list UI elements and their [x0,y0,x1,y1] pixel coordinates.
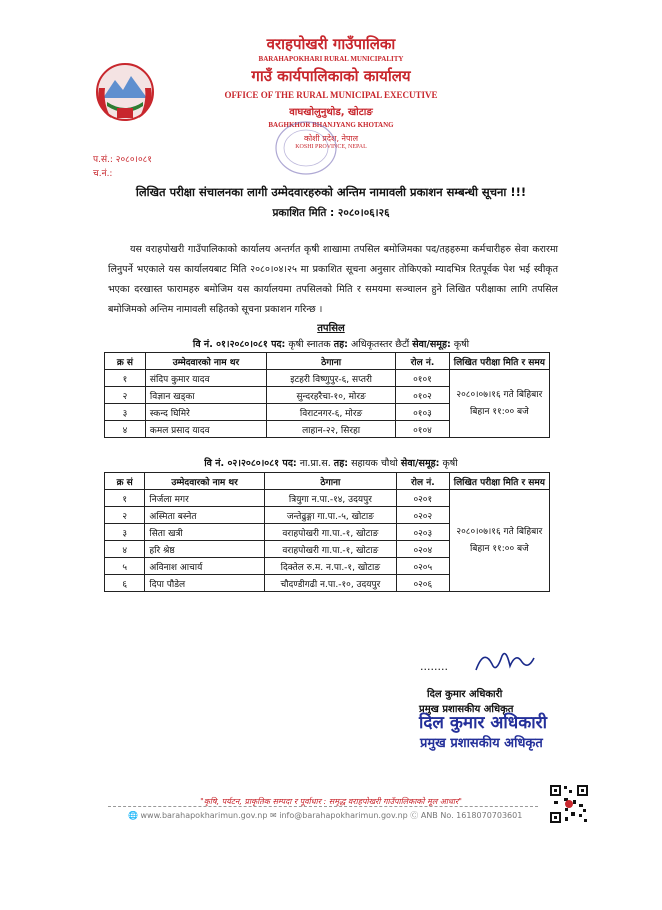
cell-name: हरि श्रेष्ठ [145,541,265,558]
province-np: कोशी प्रदेश, नेपाल [303,134,359,143]
col-address: ठेगाना [264,473,396,490]
cell-address: सुन्दरहरैचा-१०, मोरङ [267,387,396,404]
cell-roll: ०२०१ [396,490,449,507]
cell-roll: ०१०१ [396,370,450,387]
cell-roll: ०२०३ [396,524,449,541]
col-name: उम्मेदवारको नाम थर [145,353,266,370]
province-en: KOSHI PROVINCE, NEPAL [295,144,367,150]
serial-number: ANB No. 1618070703601 [420,811,523,820]
serial-icon: Ⓒ [410,811,421,820]
office-stamp-icon [273,118,339,178]
tapasil-heading: तपसिल [317,323,345,334]
municipality-name-np: वराहपोखरी गाउँपालिका [266,35,396,53]
cell-name: स्कन्द घिमिरे [145,404,266,421]
candidates-table-2 [104,472,550,592]
cell-name: निर्जला मगर [145,490,265,507]
cell-sn: २ [105,387,146,404]
col-roll: रोल नं. [396,473,449,490]
cell-roll: ०२०४ [396,541,449,558]
cell-exam-datetime [449,490,549,592]
notice-body: यस वराहपोखरी गाउँपालिकाको कार्यालय अन्तर्गत कृषी शाखामा तपसिल बमोजिमका पद/तहहरुमा कर्मचारीहरु सेवा करारमा लिनुपर्ने भएकाले यस कार्यालयबाट मिति २०८०।०४।२५ मा प्रकाशित सूचना अनुसार तोकिएको म्यादभित्र रितपूर्वक पेश भई स्वीकृत भएका दरखास्त फारामहरु बमोजिम यस कार्यालयमा तपसिलको मिति र समयमा सञ्चालन हुने लिखित परीक्षाका लागि तपसिल बमोजिमको अन्तिम नामावली सहितको सूचना प्रकाशन गरिन्छ । [108,244,558,315]
cell-sn: ४ [105,421,146,438]
cell-sn: ३ [105,404,146,421]
cell-sn: ५ [105,558,145,575]
globe-icon: 🌐 [128,811,138,820]
col-address: ठेगाना [267,353,396,370]
cell-name: विज्ञान खड्का [145,387,266,404]
municipality-name-en: BARAHAPOKHARI RURAL MUNICIPALITY [258,55,404,63]
letter-number: प.सं.: २०८०।०८१ [93,155,152,165]
footer-slogan: "कृषि, पर्यटन, प्राकृतिक सम्पदा र पूर्वाधार : समृद्ध वराहपोखरी गाउँपालिकाको मूल आधार" [200,797,462,806]
signature-line: ........ [420,660,448,673]
cell-name: कमल प्रसाद यादव [145,421,266,438]
cell-roll: ०१०२ [396,387,450,404]
address-en: BAGHKHOR BHANJYANG KHOTANG [268,121,394,129]
col-exam-date: लिखित परीक्षा मिति र समय [449,473,549,490]
candidates-table-1 [104,352,550,438]
cell-address: त्रियुगा न.पा.-१४, उदयपुर [264,490,396,507]
address-np: वाघखोलुनुथोड, खोटाङ [289,107,373,118]
cell-exam-datetime [449,370,549,438]
email-icon: ✉ [270,811,280,820]
cell-name: संदिप कुमार यादव [145,370,266,387]
cell-roll: ०१०४ [396,421,450,438]
col-roll: रोल नं. [396,353,450,370]
cell-address: वराहपोखरी गा.पा.-१, खोटाङ [264,524,396,541]
dispatch-number: च.नं.: [93,169,113,179]
published-date: प्रकाशित मिति : २०८०।०६।२६ [272,207,390,219]
exam-date: २०८०।०७।१६ गते बिहिबार [456,389,543,400]
cell-name: सिता खत्री [145,524,265,541]
section1-heading: वि नं. ०१।२०८०।०८१ पद: कृषी स्नातक तह: अधिकृतस्तर छैटौं सेवा/समूह: कृषी [192,339,470,350]
exam-time: बिहान ११:०० बजे [469,543,529,554]
col-exam-date: लिखित परीक्षा मिति र समय [449,353,549,370]
cell-address: दिक्तेल रु.म. न.पा.-१, खोटाङ [264,558,396,575]
col-sn: क्र सं [105,473,145,490]
cell-sn: ४ [105,541,145,558]
cell-address: लाहान-२२, सिरहा [267,421,396,438]
cell-address: चौदण्डीगढी न.पा.-१०, उदयपुर [264,575,396,592]
cell-address: इटहरी विष्णुपुर-६, सप्तरी [267,370,396,387]
cell-address: जन्तेढुङ्गा गा.पा.-५, खोटाङ [264,507,396,524]
signatory-post: प्रमुख प्रशासकीय अधिकृत [419,704,514,715]
cell-sn: १ [105,490,145,507]
cell-sn: २ [105,507,145,524]
table-row [105,490,550,507]
exam-time: बिहान ११:०० बजे [469,406,529,417]
cell-sn: १ [105,370,146,387]
office-name-np: गाउँ कार्यपालिकाको कार्यालय [251,67,411,85]
cell-address: विराटनगर-६, मोरङ [267,404,396,421]
cell-roll: ०२०६ [396,575,449,592]
signatory-stamp-post: प्रमुख प्रशासकीय अधिकृत [420,736,543,751]
cell-roll: ०१०३ [396,404,450,421]
cell-address: वराहपोखरी गा.पा.-१, खोटाङ [264,541,396,558]
cell-sn: ६ [105,575,145,592]
table-row [105,370,550,387]
section2-heading: वि नं. ०२।२०८०।०८१ पद: ना.प्रा.स. तह: सहायक चौथो सेवा/समूह: कृषी [204,458,458,469]
signatory-stamp-name: दिल कुमार अधिकारी [419,713,548,733]
cell-roll: ०२०५ [396,558,449,575]
notice-title: लिखित परीक्षा संचालनका लागी उम्मेदवारहरुको अन्तिम नामावली प्रकाशन सम्बन्धी सूचना !!! [135,185,527,199]
cell-roll: ०२०२ [396,507,449,524]
col-sn: क्र सं [105,353,146,370]
website-link[interactable]: www.barahapokharimun.gov.np [140,811,268,820]
cell-name: दिपा पौडेल [145,575,265,592]
col-name: उम्मेदवारको नाम थर [145,473,265,490]
email-link[interactable]: info@barahapokharimun.gov.np [279,811,408,820]
qr-code-icon [549,784,589,824]
exam-date: २०८०।०७।१६ गते बिहिबार [456,526,543,537]
footer-contact [128,810,522,821]
cell-name: अस्मिता बस्नेत [145,507,265,524]
cell-sn: ३ [105,524,145,541]
signatory-name: दिल कुमार अधिकारी [427,689,503,700]
footer-divider [108,806,538,807]
office-name-en: OFFICE OF THE RURAL MUNICIPAL EXECUTIVE [224,90,438,100]
cell-name: अविनाश आचार्य [145,558,265,575]
